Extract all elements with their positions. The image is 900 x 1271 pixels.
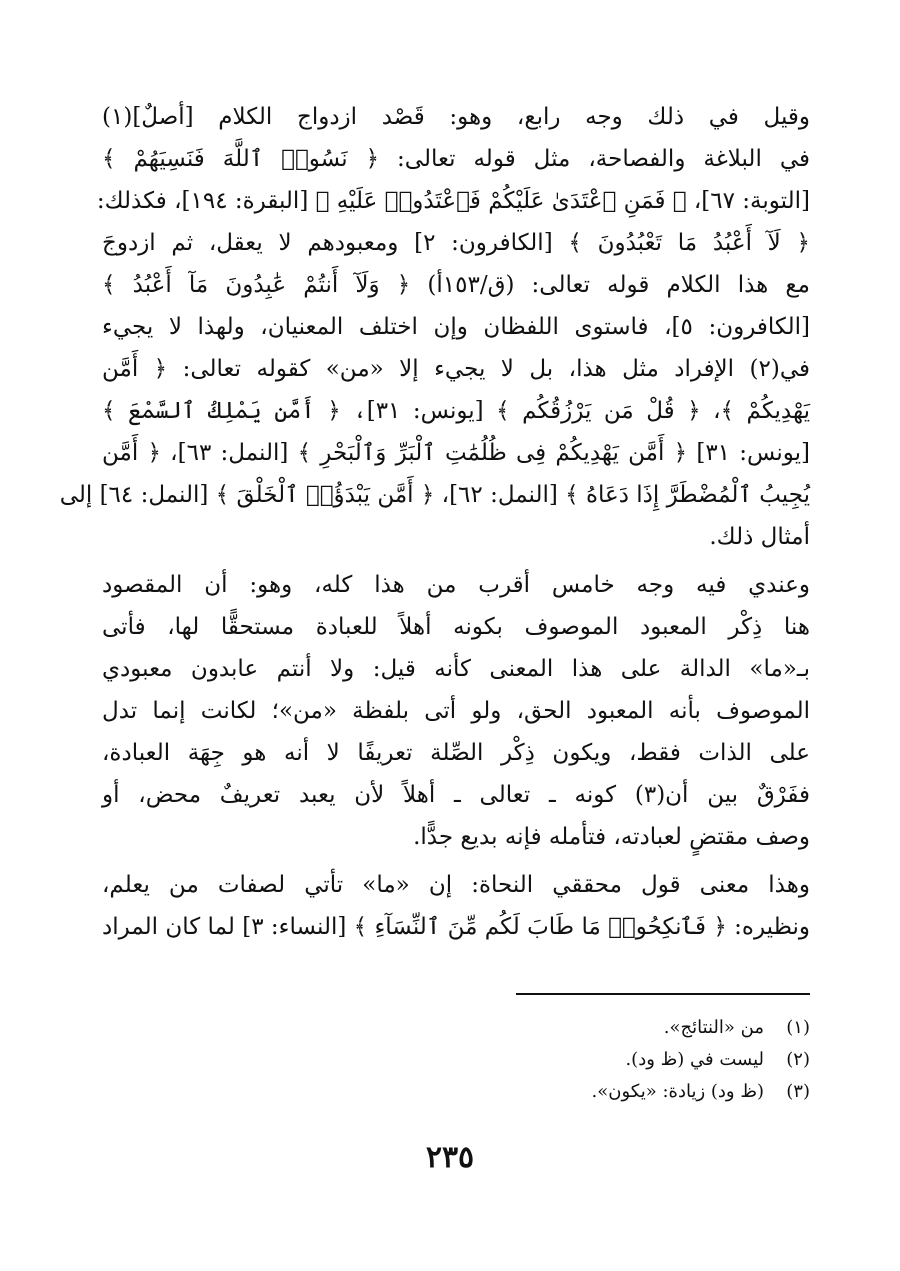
text-line: ﴿ لَآ أَعْبُدُ مَا تَعْبُدُونَ ﴾ [الكافرون: ٢] ومعبودهم لا يعقل، ثم ازدوجَ bbox=[102, 230, 810, 256]
paragraph-3 bbox=[102, 864, 810, 948]
footnote-text: (ظ ود) زيادة: «يكون». bbox=[591, 1081, 764, 1102]
footnotes bbox=[102, 1012, 810, 1108]
footnote-2 bbox=[102, 1044, 810, 1076]
text-line: في البلاغة والفصاحة، مثل قوله تعالى: ﴿ نَسُوا۟ ٱللَّهَ فَنَسِيَهُمْ ﴾ bbox=[102, 146, 810, 172]
text-line: وقيل في ذلك وجه رابع، وهو: قَصْد ازدواج الكلام [أصلٌ](١) bbox=[102, 104, 810, 130]
footnote-1 bbox=[102, 1012, 810, 1044]
footnote-text: ليست في (ظ ود). bbox=[625, 1049, 764, 1070]
page-number: ٢٣٥ bbox=[425, 1140, 475, 1175]
footnote-number: (٣) bbox=[786, 1081, 810, 1102]
footnote-divider bbox=[516, 993, 810, 995]
text-line: مع هذا الكلام قوله تعالى: (ق/١٥٣أ) ﴿ وَلَآ أَنتُمْ عَٰبِدُونَ مَآ أَعْبُدُ ﴾ bbox=[102, 272, 810, 298]
footnote-number: (١) bbox=[786, 1017, 810, 1038]
main-text bbox=[59, 96, 811, 948]
text-line: هنا ذِكْر المعبود الموصوف بكونه أهلاً للعبادة مستحقًّا لها، فأتى bbox=[102, 614, 810, 640]
text-line: وصف مقتضٍ لعبادته، فتأمله فإنه بديع جدًّا. bbox=[413, 824, 810, 850]
footnote-text: من «النتائج». bbox=[663, 1017, 764, 1038]
text-line: [التوبة: ٦٧]، ﴿ فَمَنِ ٱعْتَدَىٰ عَلَيْكُمْ فَٱعْتَدُوا۟ عَلَيْهِ ﴾ [البقرة: ١٩٤]، فكذلك: bbox=[96, 188, 810, 214]
text-line: [الكافرون: ٥]، فاستوى اللفظان وإن اختلف المعنيان، ولهذا لا يجيء bbox=[102, 314, 810, 340]
text-line: يَهْدِيكُمْ ﴾، ﴿ قُلْ مَن يَرْزُقُكُم ﴾ [يونس: ٣١]، ﴿ أَمَّن يَمْلِكُ ٱلسَّمْعَ ﴾ bbox=[102, 398, 811, 424]
text-line: على الذات فقط، ويكون ذِكْر الصِّلة تعريفًا لا أنه هو جِهَة العبادة، bbox=[102, 740, 810, 766]
text-line: وهذا معنى قول محققي النحاة: إن «ما» تأتي لصفات من يعلم، bbox=[102, 872, 810, 898]
paragraph-1 bbox=[59, 96, 811, 558]
footnote-number: (٢) bbox=[786, 1049, 810, 1070]
text-line: ونظيره: ﴿ فَٱنكِحُوا۟ مَا طَابَ لَكُم مِّنَ ٱلنِّسَآءِ ﴾ [النساء: ٣] لما كان المراد bbox=[102, 914, 810, 940]
paragraph-2 bbox=[102, 564, 810, 858]
text-line: يُجِيبُ ٱلْمُضْطَرَّ إِذَا دَعَاهُ ﴾ [النمل: ٦٢]، ﴿ أَمَّن يَبْدَؤُا۟ ٱلْخَلْقَ ﴾ [النمل: ٦٤] إلى bbox=[59, 482, 810, 508]
text-line: في(٢) الإفراد مثل هذا، بل لا يجيء إلا «من» كقوله تعالى: ﴿ أَمَّن bbox=[102, 356, 810, 382]
footnote-3 bbox=[102, 1076, 810, 1108]
text-line: بـ«ما» الدالة على هذا المعنى كأنه قيل: ولا أنتم عابدون معبودي bbox=[102, 656, 810, 682]
text-line: الموصوف بأنه المعبود الحق، ولو أتى بلفظة «من»؛ لكانت إنما تدل bbox=[102, 698, 810, 724]
text-line: وعندي فيه وجه خامس أقرب من هذا كله، وهو: أن المقصود bbox=[102, 572, 810, 598]
text-line: ففَرْقٌ بين أن(٣) كونه ـ تعالى ـ أهلاً لأن يعبد تعريفٌ محض، أو bbox=[102, 782, 810, 808]
text-line: [يونس: ٣١] ﴿ أَمَّن يَهْدِيكُمْ فِى ظُلُمَٰتِ ٱلْبَرِّ وَٱلْبَحْرِ ﴾ [النمل: ٦٣]، ﴿ أَمَّن bbox=[102, 440, 811, 466]
text-line: أمثال ذلك. bbox=[709, 524, 810, 550]
